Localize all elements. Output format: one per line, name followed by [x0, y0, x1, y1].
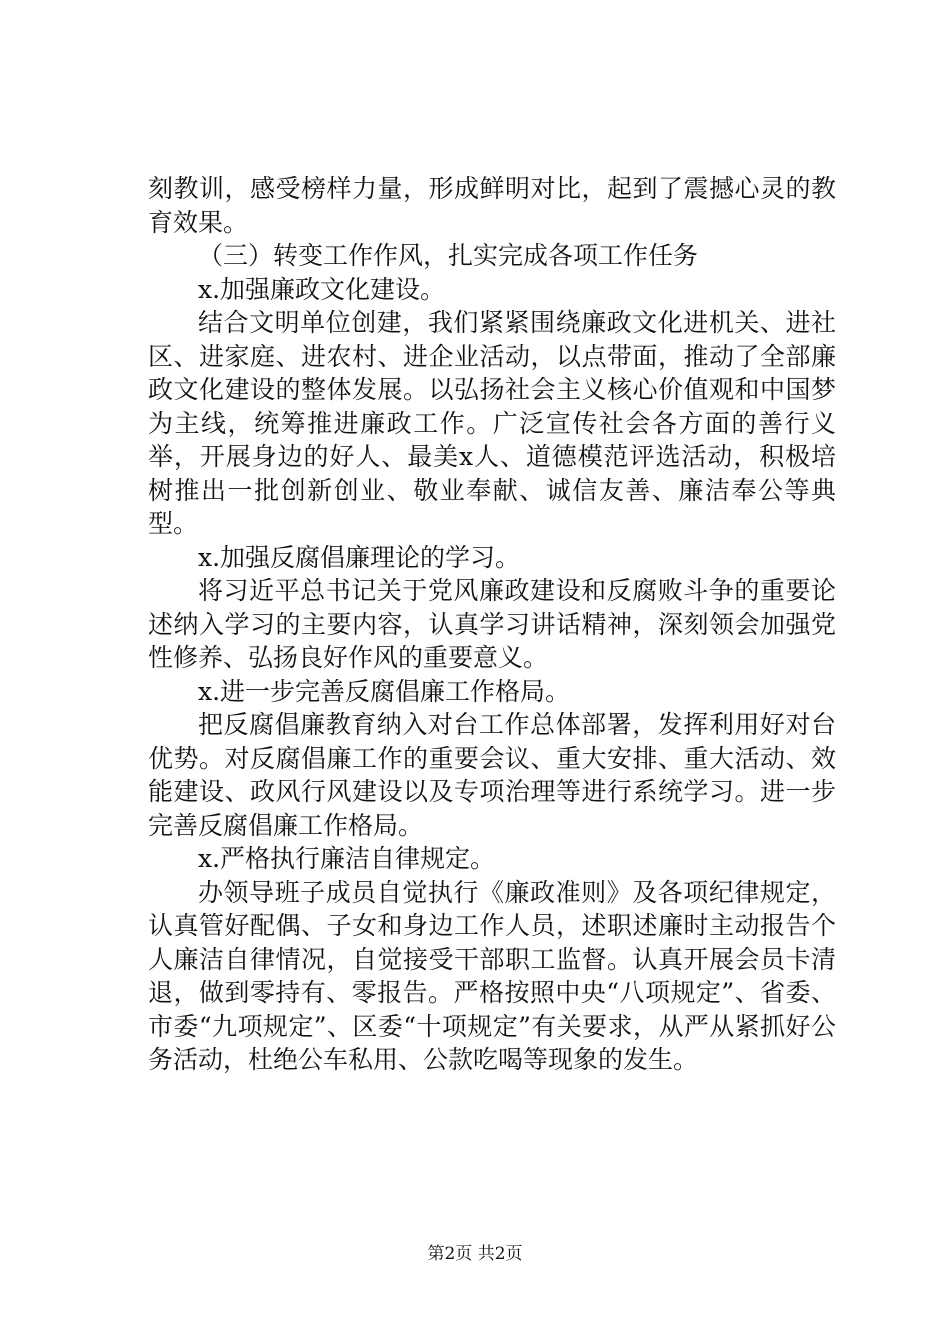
item-title: x.加强反腐倡廉理论的学习。: [198, 542, 521, 572]
item-body: 结合文明单位创建，我们紧紧围绕廉政文化进机关、进社区、进家庭、进农村、进企业活动，以点带面，推动了全部廉政文化建设的整体发展。以弘扬社会主义核心价值观和中国梦为主线，统筹推进廉政工作。广泛宣传社会各方面的善行义举，开展身边的好人、最美x人、道德模范评选活动，积极培树推出一批创新创业、敬业奉献、诚信友善、廉洁奉公等典型。: [148, 308, 836, 538]
page-number: 第2页 共2页: [427, 1244, 523, 1264]
item-body: 办领导班子成员自觉执行《廉政准则》及各项纪律规定，认真管好配偶、子女和身边工作人员，述职述廉时主动报告个人廉洁自律情况，自觉接受干部职工监督。认真开展会员卡清退，做到零持有、零报告。严格按照中央“八项规定”、省委、市委“九项规定”、区委“十项规定”有关要求，从严从紧抓好公务活动，杜绝公车私用、公款吃喝等现象的发生。: [148, 877, 836, 1074]
continuation-paragraph: 刻教训，感受榜样力量，形成鲜明对比，起到了震撼心灵的教育效果。: [148, 174, 836, 237]
item-title: x.严格执行廉洁自律规定。: [198, 844, 496, 873]
item-body: 把反腐倡廉教育纳入对台工作总体部署，发挥利用好对台优势。对反腐倡廉工作的重要会议、重大安排、重大活动、效能建设、政风行风建设以及专项治理等进行系统学习。进一步完善反腐倡廉工作格局。: [148, 710, 836, 840]
section-heading: （三）转变工作作风，扎实完成各项工作任务: [198, 241, 699, 270]
item-title: x.进一步完善反腐倡廉工作格局。: [198, 676, 571, 706]
item-title: x.加强廉政文化建设。: [198, 274, 446, 304]
document-body: [148, 172, 836, 1077]
item-body: 将习近平总书记关于党风廉政建设和反腐败斗争的重要论述纳入学习的主要内容，认真学习讲话精神，深刻领会加强党性修养、弘扬良好作风的重要意义。: [148, 576, 836, 672]
